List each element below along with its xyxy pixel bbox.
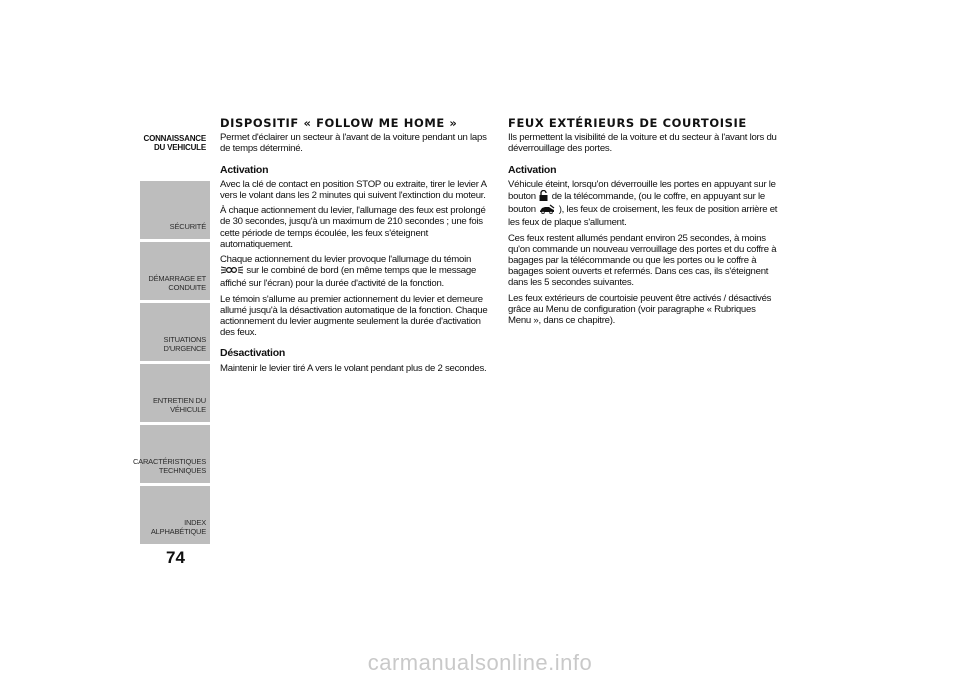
- sidebar-tab-label: SÉCURITÉ: [169, 222, 206, 231]
- paragraph: Ils permettent la visibilité de la voiture et du secteur à l'avant lors du déverrouillage des portes.: [508, 132, 777, 155]
- paragraph: Ces feux restent allumés pendant environ 25 secondes, à moins qu'on commande un nouveau verrouillage des portes et du coffre à bagages par la télécommande ou que les portes ou le coffre à bagages soient ouverts et refermés. Dans ces cas, ils s'éteignent dans les 5 secondes suivantes.: [508, 232, 777, 289]
- activation-heading: Activation: [508, 163, 557, 176]
- chapter-sidebar: [132, 116, 210, 547]
- sidebar-tab-situations[interactable]: [140, 303, 210, 361]
- paragraph: À chaque actionnement du levier, l'allumage des feux est prolongé de 30 secondes, jusqu'à un maximum de 210 secondes ; une fois cette période de temps écoulée, les feux s'éteignent automatiquement.: [220, 205, 486, 250]
- sidebar-tab-securite[interactable]: [140, 181, 210, 239]
- sidebar-tab-entretien[interactable]: [140, 364, 210, 422]
- sidebar-tab-label: CONNAISSANCE DU VEHICULE: [143, 134, 206, 152]
- follow-me-home-lamp-icon: [221, 265, 243, 278]
- courtesy-lights-section: [508, 118, 780, 330]
- paragraph: [220, 254, 492, 290]
- paragraph-text: sur le combiné de bord (en même temps que le message affiché sur l'écran) pour la durée d'activité de la fonction.: [220, 265, 477, 290]
- sidebar-tab-label: DÉMARRAGE ET CONDUITE: [148, 274, 206, 292]
- deactivation-heading: Désactivation: [220, 347, 286, 360]
- paragraph-text: Chaque actionnement du levier provoque l'allumage du témoin: [220, 254, 472, 266]
- paragraph: [508, 179, 780, 229]
- paragraph-text: de la télécommande, (ou le coffre, en appuyant sur le bouton: [508, 191, 765, 216]
- sidebar-tab-label: CARACTÉRISTIQUES TECHNIQUES: [132, 457, 206, 475]
- sidebar-tab-index[interactable]: [140, 486, 210, 544]
- unlock-padlock-icon: [539, 190, 548, 204]
- paragraph: Avec la clé de contact en position STOP ou extraite, tirer le levier A vers le volant dans les 2 minutes qui suivent l'extinction du moteur.: [220, 178, 487, 202]
- sidebar-tab-caracteristiques[interactable]: [132, 425, 210, 483]
- follow-me-home-section: [220, 118, 492, 378]
- sidebar-tab-label: ENTRETIEN DU VÉHICULE: [152, 396, 206, 414]
- trunk-car-icon: [539, 204, 555, 217]
- paragraph-text: Véhicule éteint, lorsqu'on déverrouille les portes en appuyant sur le bouton: [508, 178, 776, 203]
- sidebar-tab-connaissance[interactable]: [140, 116, 210, 178]
- sidebar-tab-label: SITUATIONS D'URGENCE: [163, 335, 206, 353]
- page-number: 74: [166, 548, 185, 567]
- paragraph: Maintenir le levier tiré A vers le volant pendant plus de 2 secondes.: [220, 362, 487, 374]
- section-title: FEUX EXTÉRIEURS DE COURTOISIE: [508, 116, 747, 130]
- paragraph: Les feux extérieurs de courtoisie peuvent être activés / désactivés grâce au Menu de configuration (voir paragraphe « Rubriques Menu », dans ce chapitre).: [508, 292, 772, 327]
- sidebar-tab-label: INDEX ALPHABÉTIQUE: [150, 518, 206, 536]
- paragraph-text: ), les feux de croisement, les feux de position arrière et les feux de plaque s'allument.: [508, 204, 778, 229]
- activation-heading: Activation: [220, 163, 269, 176]
- paragraph: Le témoin s'allume au premier actionnement du levier et demeure allumé jusqu'à la désactivation automatique de la fonction. Chaque actionnement du levier augmente seulement la durée d'activation des feux.: [220, 293, 488, 339]
- paragraph: Permet d'éclairer un secteur à l'avant de la voiture pendant un laps de temps déterminé.: [220, 132, 487, 155]
- watermark: carmanualsonline.info: [367, 650, 593, 675]
- section-title: DISPOSITIF « FOLLOW ME HOME »: [220, 116, 458, 130]
- sidebar-tab-demarrage[interactable]: [140, 242, 210, 300]
